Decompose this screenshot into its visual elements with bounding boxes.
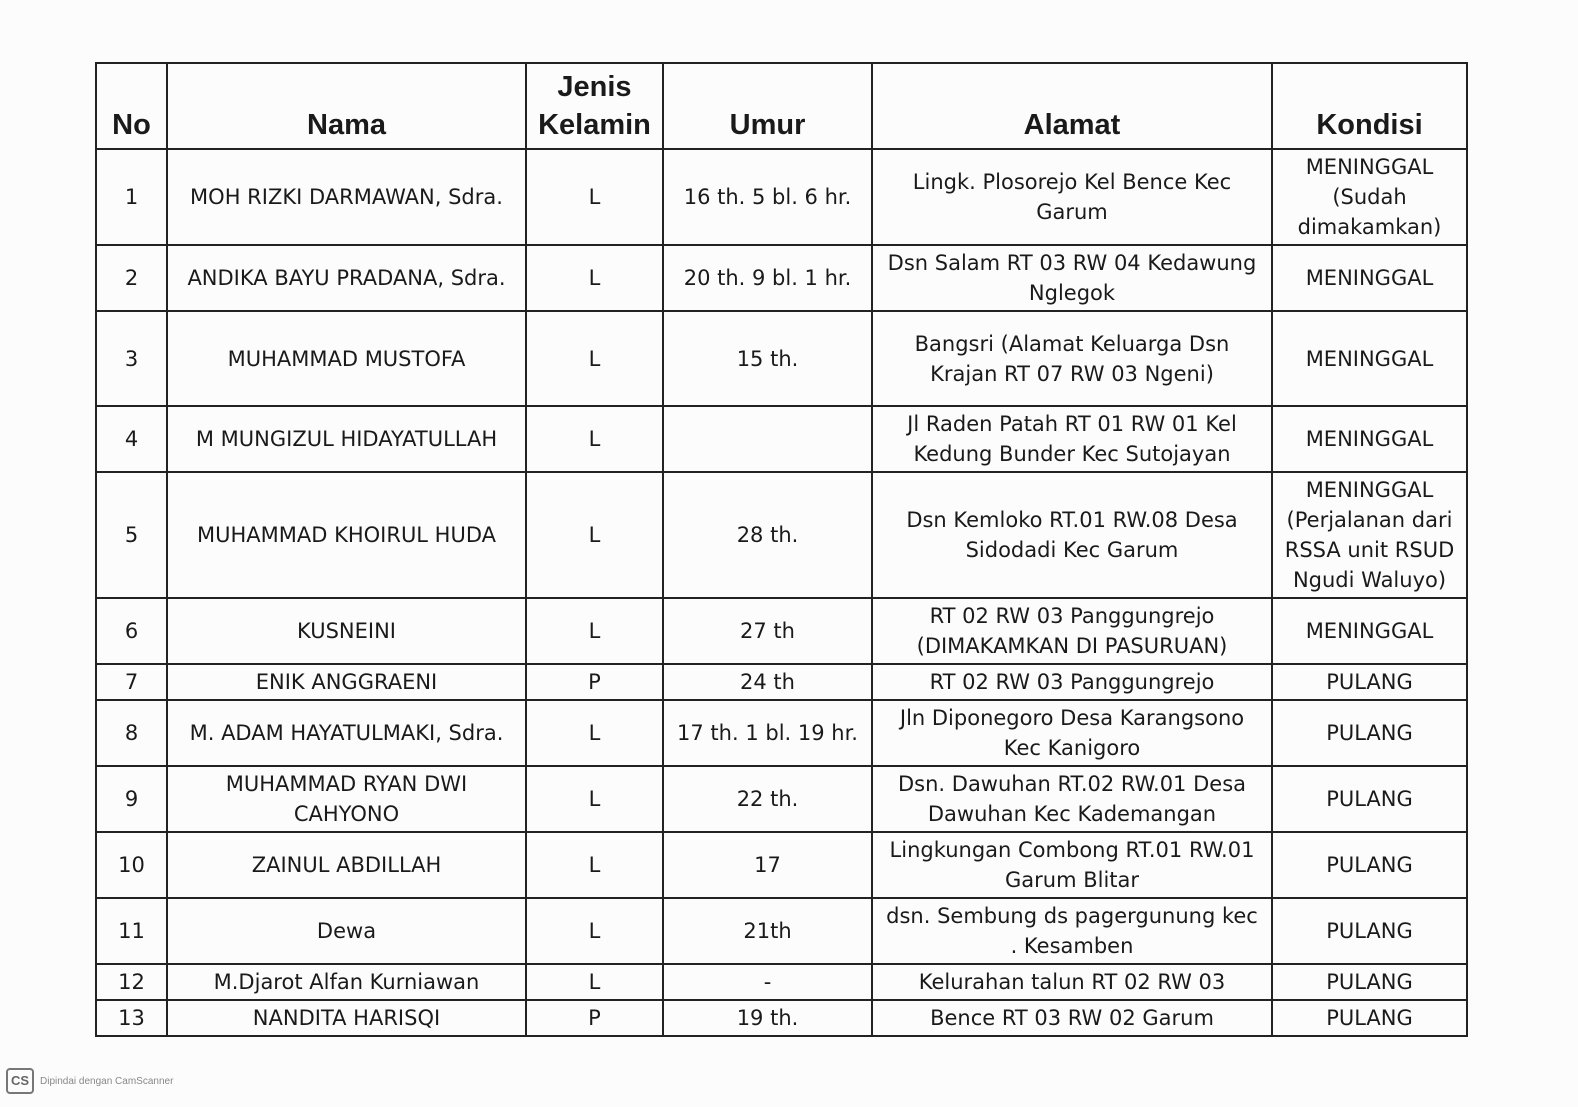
header-alamat: Alamat: [872, 63, 1272, 149]
cell-alamat: Dsn Kemloko RT.01 RW.08 Desa Sidodadi Kec Garum: [872, 472, 1272, 598]
cell-alamat: dsn. Sembung ds pagergunung kec . Kesamben: [872, 898, 1272, 964]
cell-jenis-kelamin: L: [526, 245, 663, 311]
cell-nama: MOH RIZKI DARMAWAN, Sdra.: [167, 149, 526, 245]
cell-kondisi: MENINGGAL (Sudah dimakamkan): [1272, 149, 1467, 245]
cell-umur: 16 th. 5 bl. 6 hr.: [663, 149, 872, 245]
cell-umur: 21th: [663, 898, 872, 964]
cell-jenis-kelamin: L: [526, 311, 663, 406]
cell-alamat: Bence RT 03 RW 02 Garum: [872, 1000, 1272, 1036]
cell-jenis-kelamin: L: [526, 898, 663, 964]
cell-alamat: Jln Diponegoro Desa Karangsono Kec Kanigoro: [872, 700, 1272, 766]
cell-jenis-kelamin: L: [526, 406, 663, 472]
cell-no: 7: [96, 664, 167, 700]
cell-umur: 20 th. 9 bl. 1 hr.: [663, 245, 872, 311]
cell-jenis-kelamin: L: [526, 832, 663, 898]
header-jenis-kelamin-line1: Jenis: [557, 71, 632, 103]
cell-umur: 17 th. 1 bl. 19 hr.: [663, 700, 872, 766]
cell-nama: MUHAMMAD RYAN DWI CAHYONO: [167, 766, 526, 832]
cell-kondisi: PULANG: [1272, 700, 1467, 766]
header-umur: Umur: [663, 63, 872, 149]
cell-nama: M. ADAM HAYATULMAKI, Sdra.: [167, 700, 526, 766]
cell-no: 11: [96, 898, 167, 964]
cell-kondisi: PULANG: [1272, 1000, 1467, 1036]
cell-no: 5: [96, 472, 167, 598]
cell-nama: MUHAMMAD MUSTOFA: [167, 311, 526, 406]
cell-no: 8: [96, 700, 167, 766]
table-row: [96, 311, 1467, 406]
cell-umur: 22 th.: [663, 766, 872, 832]
camscanner-text: Dipindai dengan CamScanner: [40, 1075, 174, 1087]
cell-jenis-kelamin: L: [526, 149, 663, 245]
cell-alamat: Lingk. Plosorejo Kel Bence Kec Garum: [872, 149, 1272, 245]
cell-jenis-kelamin: L: [526, 700, 663, 766]
cell-nama: NANDITA HARISQI: [167, 1000, 526, 1036]
cell-umur: [663, 406, 872, 472]
cell-kondisi: PULANG: [1272, 898, 1467, 964]
cell-jenis-kelamin: L: [526, 472, 663, 598]
cell-no: 13: [96, 1000, 167, 1036]
header-nama: Nama: [167, 63, 526, 149]
cell-no: 2: [96, 245, 167, 311]
cell-umur: 27 th: [663, 598, 872, 664]
cell-nama: KUSNEINI: [167, 598, 526, 664]
cell-alamat: Bangsri (Alamat Keluarga Dsn Krajan RT 07 RW 03 Ngeni): [872, 311, 1272, 406]
cell-umur: 17: [663, 832, 872, 898]
cell-no: 10: [96, 832, 167, 898]
table-row: [96, 964, 1467, 1000]
header-no: No: [96, 63, 167, 149]
cell-alamat: Jl Raden Patah RT 01 RW 01 Kel Kedung Bunder Kec Sutojayan: [872, 406, 1272, 472]
cell-umur: 15 th.: [663, 311, 872, 406]
cell-alamat: Dsn Salam RT 03 RW 04 Kedawung Nglegok: [872, 245, 1272, 311]
table-row: [96, 406, 1467, 472]
cell-kondisi: MENINGGAL: [1272, 245, 1467, 311]
table-row: [96, 598, 1467, 664]
cell-jenis-kelamin: L: [526, 598, 663, 664]
cell-jenis-kelamin: L: [526, 964, 663, 1000]
cell-no: 1: [96, 149, 167, 245]
header-jenis-kelamin: [526, 63, 663, 149]
table-body: [96, 149, 1467, 1036]
camscanner-logo-icon: CS: [6, 1068, 34, 1094]
cell-kondisi: MENINGGAL: [1272, 598, 1467, 664]
cell-no: 6: [96, 598, 167, 664]
table-row: [96, 766, 1467, 832]
cell-umur: 28 th.: [663, 472, 872, 598]
table-row: [96, 149, 1467, 245]
table-row: [96, 245, 1467, 311]
cell-nama: ANDIKA BAYU PRADANA, Sdra.: [167, 245, 526, 311]
cell-no: 3: [96, 311, 167, 406]
cell-nama: M.Djarot Alfan Kurniawan: [167, 964, 526, 1000]
cell-alamat: Lingkungan Combong RT.01 RW.01 Garum Blitar: [872, 832, 1272, 898]
cell-alamat: RT 02 RW 03 Panggungrejo (DIMAKAMKAN DI PASURUAN): [872, 598, 1272, 664]
cell-kondisi: PULANG: [1272, 766, 1467, 832]
cell-jenis-kelamin: P: [526, 1000, 663, 1036]
cell-kondisi: MENINGGAL: [1272, 406, 1467, 472]
cell-nama: MUHAMMAD KHOIRUL HUDA: [167, 472, 526, 598]
cell-umur: 19 th.: [663, 1000, 872, 1036]
table-row: [96, 898, 1467, 964]
cell-kondisi: PULANG: [1272, 664, 1467, 700]
cell-alamat: Kelurahan talun RT 02 RW 03: [872, 964, 1272, 1000]
header-jenis-kelamin-line2: Kelamin: [538, 109, 651, 141]
table-row: [96, 700, 1467, 766]
cell-jenis-kelamin: L: [526, 766, 663, 832]
cell-no: 9: [96, 766, 167, 832]
cell-kondisi: MENINGGAL: [1272, 311, 1467, 406]
camscanner-watermark: [6, 1068, 173, 1094]
cell-alamat: RT 02 RW 03 Panggungrejo: [872, 664, 1272, 700]
cell-nama: ENIK ANGGRAENI: [167, 664, 526, 700]
cell-umur: -: [663, 964, 872, 1000]
table-row: [96, 664, 1467, 700]
cell-no: 4: [96, 406, 167, 472]
cell-jenis-kelamin: P: [526, 664, 663, 700]
cell-alamat: Dsn. Dawuhan RT.02 RW.01 Desa Dawuhan Kec Kademangan: [872, 766, 1272, 832]
header-row: [96, 63, 1467, 149]
cell-nama: M MUNGIZUL HIDAYATULLAH: [167, 406, 526, 472]
header-kondisi: Kondisi: [1272, 63, 1467, 149]
cell-kondisi: PULANG: [1272, 964, 1467, 1000]
table-row: [96, 832, 1467, 898]
cell-umur: 24 th: [663, 664, 872, 700]
victims-table: [95, 62, 1468, 1037]
cell-kondisi: PULANG: [1272, 832, 1467, 898]
table-row: [96, 472, 1467, 598]
cell-nama: ZAINUL ABDILLAH: [167, 832, 526, 898]
cell-no: 12: [96, 964, 167, 1000]
table-row: [96, 1000, 1467, 1036]
cell-nama: Dewa: [167, 898, 526, 964]
cell-kondisi: MENINGGAL (Perjalanan dari RSSA unit RSUD Ngudi Waluyo): [1272, 472, 1467, 598]
